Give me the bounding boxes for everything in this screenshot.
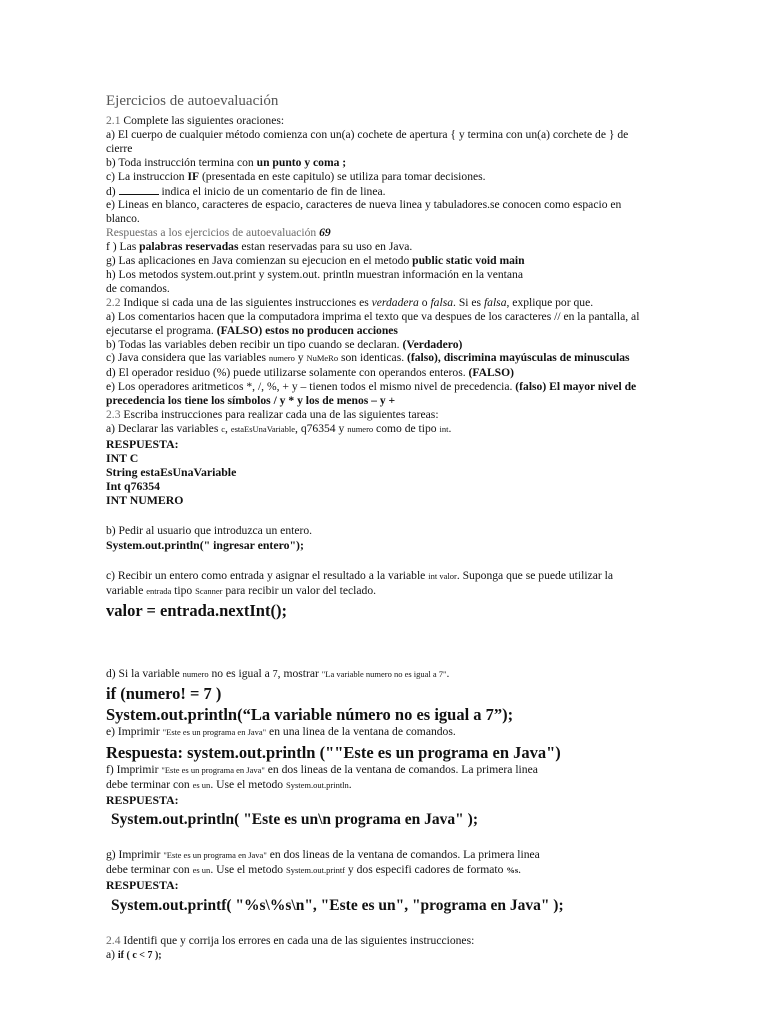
- answer-label: RESPUESTA:: [106, 793, 179, 808]
- item-2-2-a: a) Los comentarios hacen que la computadora imprima el texto que va despues de los caracteres // en la pantalla, al: [106, 309, 640, 323]
- item-2-1-e-cont: blanco.: [106, 212, 140, 226]
- item-2-1-a-cont: cierre: [106, 141, 133, 155]
- section-2-3-intro: 2.3 Escriba instrucciones para realizar cada una de las siguientes tareas:: [106, 408, 439, 422]
- item-2-1-h-cont: de comandos.: [106, 281, 170, 295]
- code-line: INT NUMERO: [106, 492, 184, 507]
- code-line: System.out.printf( "%s\%s\n", "Este es un", "programa en Java" );: [111, 897, 564, 914]
- item-2-3-g: g) Imprimir "Este es un programa en Java" en dos lineas de la ventana de comandos. La primera linea: [106, 848, 540, 862]
- code-line: Int q76354: [106, 478, 161, 493]
- code-line: System.out.println(“La variable número no es igual a 7”);: [106, 705, 514, 725]
- item-2-1-f: f ) Las palabras reservadas estan reservadas para su uso en Java.: [106, 240, 413, 254]
- item-2-1-b: b) Toda instrucción termina con un punto y coma ;: [106, 155, 347, 169]
- item-2-2-d: d) El operador residuo (%) puede utilizarse solamente con operandos enteros. (FALSO): [106, 366, 515, 380]
- code-line: System.out.println(" ingresar entero");: [106, 537, 304, 552]
- answer-label: RESPUESTA:: [106, 436, 179, 451]
- code-line: System.out.println( "Este es un\n programa en Java" );: [111, 811, 478, 829]
- item-2-4-a: a) if ( c < 7 );: [106, 947, 162, 961]
- item-2-3-g-cont: debe terminar con es un. Use el metodo System.out.printf y dos especifi cadores de formato %s.: [106, 863, 522, 877]
- item-2-3-c-cont: variable entrada tipo Scanner para recibir un valor del teclado.: [106, 583, 377, 597]
- page-title: Ejercicios de autoevaluación: [106, 93, 279, 109]
- section-2-4-intro: 2.4 Identifi que y corrija los errores en cada una de las siguientes instrucciones:: [106, 934, 475, 947]
- item-2-3-f-cont: debe terminar con es un. Use el metodo System.out.println.: [106, 778, 352, 792]
- item-2-2-e-cont: precedencia los tiene los símbolos / y * y los de menos – y +: [106, 394, 396, 408]
- item-2-2-a-cont: ejecutarse el programa. (FALSO) estos no producen acciones: [106, 323, 398, 337]
- item-2-2-e: e) Los operadores aritmeticos *, /, %, + y – tienen todos el mismo nivel de precedencia. (falso) El mayor nivel de: [106, 380, 637, 394]
- item-2-2-b: b) Todas las variables deben recibir un tipo cuando se declaran. (Verdadero): [106, 337, 463, 351]
- document-page: [106, 92, 654, 963]
- code-line: valor = entrada.nextInt();: [106, 600, 287, 620]
- item-2-1-g: g) Las aplicaciones en Java comienzan su ejecucion en el metodo public static void main: [106, 254, 525, 268]
- answers-heading: Respuestas a los ejercicios de autoevaluación 69: [106, 226, 331, 240]
- item-2-3-d: d) Si la variable numero no es igual a 7, mostrar "La variable numero no es igual a 7".: [106, 666, 450, 680]
- code-line: String estaEsUnaVariable: [106, 464, 237, 479]
- item-2-1-c: c) La instruccion IF (presentada en este capitulo) se utiliza para tomar decisiones.: [106, 169, 486, 183]
- section-2-1-intro: 2.1 Complete las siguientes oraciones:: [106, 114, 285, 127]
- item-2-3-c: c) Recibir un entero como entrada y asignar el resultado a la variable int valor. Suponga que se puede utilizar la: [106, 568, 613, 582]
- code-line: Respuesta: system.out.println (""Este es un programa en Java"): [106, 743, 561, 763]
- section-2-2-intro: 2.2 Indique si cada una de las siguientes instrucciones es verdadera o falsa. Si es falsa, explique por que.: [106, 295, 594, 309]
- item-2-1-a: a) El cuerpo de cualquier método comienza con un(a) cochete de apertura { y termina con un(a) corchete de } de: [106, 127, 629, 141]
- item-2-3-b: b) Pedir al usuario que introduzca un entero.: [106, 523, 313, 537]
- item-2-2-c: c) Java considera que las variables numero y NuMeRo son identicas. (falso), discrimina mayúsculas de minusculas: [106, 351, 630, 365]
- blank-line: [119, 184, 159, 195]
- item-2-3-e: e) Imprimir "Este es un programa en Java" en una linea de la ventana de comandos.: [106, 725, 456, 739]
- item-2-3-f: f) Imprimir "Este es un programa en Java" en dos lineas de la ventana de comandos. La primera linea: [106, 763, 538, 777]
- answer-label: RESPUESTA:: [106, 878, 179, 892]
- item-2-1-d: d) indica el inicio de un comentario de fin de linea.: [106, 184, 386, 198]
- code-line: INT C: [106, 450, 139, 465]
- item-2-1-e: e) Lineas en blanco, caracteres de espacio, caracteres de nueva linea y tabuladores.se conocen como espacio en: [106, 198, 622, 212]
- item-2-1-h: h) Los metodos system.out.print y system.out. println muestran información en la ventana: [106, 267, 523, 281]
- item-2-3-a: a) Declarar las variables c, estaEsUnaVariable, q76354 y numero como de tipo int.: [106, 421, 452, 435]
- code-line: if (numero! = 7 ): [106, 684, 222, 704]
